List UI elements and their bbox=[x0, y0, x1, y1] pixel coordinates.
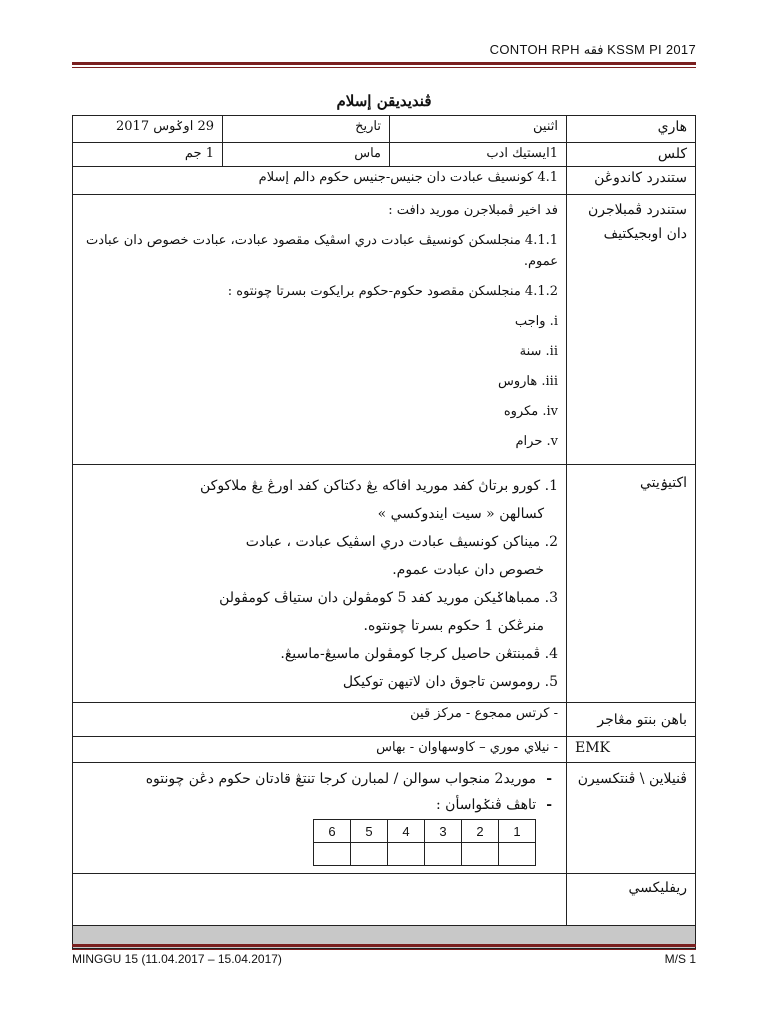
row-penilaian bbox=[73, 763, 696, 874]
level-entry bbox=[388, 843, 425, 866]
objective-line: فد اخير ڤمبلاجرن موريد دافت : bbox=[388, 203, 558, 218]
row-refleksi bbox=[73, 874, 696, 926]
footer-rule-thin bbox=[72, 949, 696, 950]
objective-line: i. واجب bbox=[514, 314, 558, 329]
penilaian-text: موريد2 منجواب سوالن / لمبارن کرجا تنتڠ قادتان حکوم دڠن چونتوه bbox=[145, 771, 537, 787]
level-cell: 1 bbox=[499, 820, 536, 843]
footer-rule bbox=[72, 944, 696, 947]
activity-line: 5. روموسن تاجوق دان لاتيهن توکيکل bbox=[342, 674, 558, 690]
activities-cell bbox=[73, 465, 567, 703]
objective-line: 4.1.1 منجلسکن کونسيڤ عبادت دري اسڤيک مقصود عبادت، عبادت خصوص دان عبادت عموم. bbox=[85, 233, 558, 269]
tarikh-value: 29 اوݢوس 2017 bbox=[73, 116, 223, 143]
level-entry bbox=[499, 843, 536, 866]
level-header-row bbox=[314, 820, 536, 843]
header-rule-thin bbox=[72, 67, 696, 68]
emk-value: - نيلاي موري – کاوسهاوان - بهاس bbox=[73, 737, 567, 763]
lesson-plan-table bbox=[72, 115, 696, 949]
bbm-value: - کرتس ممجوع - مرکز قين bbox=[73, 703, 567, 737]
activity-line: منرڠکن 1 حکوم بسرتا چونتوه. bbox=[363, 618, 544, 634]
masa-label: ماس bbox=[223, 143, 390, 167]
level-cell: 5 bbox=[351, 820, 388, 843]
penilaian-item: -موريد2 منجواب سوالن / لمبارن کرجا تنتڠ قادتان حکوم دڠن چونتوه bbox=[145, 771, 552, 787]
objective-line: iv. مکروه bbox=[503, 404, 558, 419]
activity-line: کسالهن « سيت ايندوکسي » bbox=[377, 506, 544, 522]
row-emk bbox=[73, 737, 696, 763]
penilaian-item: -تاهڤ ڤنݢواسأن : bbox=[436, 797, 552, 813]
bbm-label: باهن بنتو مڠاجر bbox=[567, 703, 696, 737]
penilaian-text: تاهڤ ڤنݢواسأن : bbox=[436, 797, 537, 813]
objective-line: 4.1.2 منجلسکن مقصود حکوم-حکوم برايکوت بسرتا چونتوه : bbox=[227, 284, 558, 299]
objective-line: v. حرام bbox=[515, 434, 558, 449]
footer-page-number: M/S 1 bbox=[664, 952, 696, 966]
sk-label: ستندرد كاندوڠن bbox=[567, 167, 696, 195]
masa-value: 1 جم bbox=[73, 143, 223, 167]
document-header: CONTOH RPH فقه KSSM PI 2017 bbox=[489, 42, 696, 57]
row-hari bbox=[73, 116, 696, 143]
activity-line: خصوص دان عبادت عموم. bbox=[392, 562, 544, 578]
aktiviti-label: اکتيۏيتي bbox=[567, 465, 696, 703]
kelas-value: 1ايستيك ادب bbox=[390, 143, 567, 167]
level-entry bbox=[351, 843, 388, 866]
level-table bbox=[313, 819, 536, 866]
header-rule bbox=[72, 62, 696, 65]
activity-line: 1. کورو برتاڽ کفد موريد افاکه يڠ دکتاکن کفد اورڠ يڠ ملاکوکن bbox=[200, 478, 558, 494]
level-cell: 2 bbox=[462, 820, 499, 843]
row-bbm bbox=[73, 703, 696, 737]
row-standard-kandungan bbox=[73, 167, 696, 195]
activity-line: 4. ڤمبنتڠن حاصيل کرجا کومڤولن ماسيڠ-ماسيڠ. bbox=[280, 646, 558, 662]
sp-label: ستندرد ڤمبلاجرن دان اوبجيکتيف bbox=[567, 195, 696, 465]
objective-line: ii. سنة bbox=[519, 344, 558, 359]
kelas-label: كلس bbox=[567, 143, 696, 167]
refleksi-label: ريفليکسي bbox=[567, 874, 696, 926]
level-cell: 3 bbox=[425, 820, 462, 843]
activity-line: 3. ممباهاݢيکن موريد کفد 5 کومڤولن دان ستياڤ کومڤولن bbox=[219, 590, 558, 606]
tarikh-label: تاريخ bbox=[223, 116, 390, 143]
row-aktiviti bbox=[73, 465, 696, 703]
level-cell: 6 bbox=[314, 820, 351, 843]
objective-line: iii. هاروس bbox=[498, 374, 558, 389]
penilaian-label: ڤنيلاين \ ڤنتکسيرن bbox=[567, 763, 696, 874]
activity-line: 2. ميناکن کونسيڤ عبادت دري اسڤيک عبادت ، عبادت bbox=[245, 534, 558, 550]
level-entry bbox=[425, 843, 462, 866]
row-standard-pembelajaran bbox=[73, 195, 696, 465]
level-entry bbox=[314, 843, 351, 866]
objectives-cell bbox=[73, 195, 567, 465]
level-entry bbox=[462, 843, 499, 866]
level-entry-row bbox=[314, 843, 536, 866]
footer-week: MINGGU 15 (11.04.2017 – 15.04.2017) bbox=[72, 952, 282, 966]
page-title: ڤنديديقن إسلام bbox=[336, 92, 432, 110]
hari-value: اثنين bbox=[390, 116, 567, 143]
sk-value: 4.1 کونسيڤ عبادت دان جنيس-جنيس حکوم دالم إسلام bbox=[73, 167, 567, 195]
penilaian-cell bbox=[73, 763, 567, 874]
hari-label: هاري bbox=[567, 116, 696, 143]
refleksi-value bbox=[73, 874, 567, 926]
emk-label: EMK bbox=[567, 737, 696, 763]
level-cell: 4 bbox=[388, 820, 425, 843]
row-kelas bbox=[73, 143, 696, 167]
